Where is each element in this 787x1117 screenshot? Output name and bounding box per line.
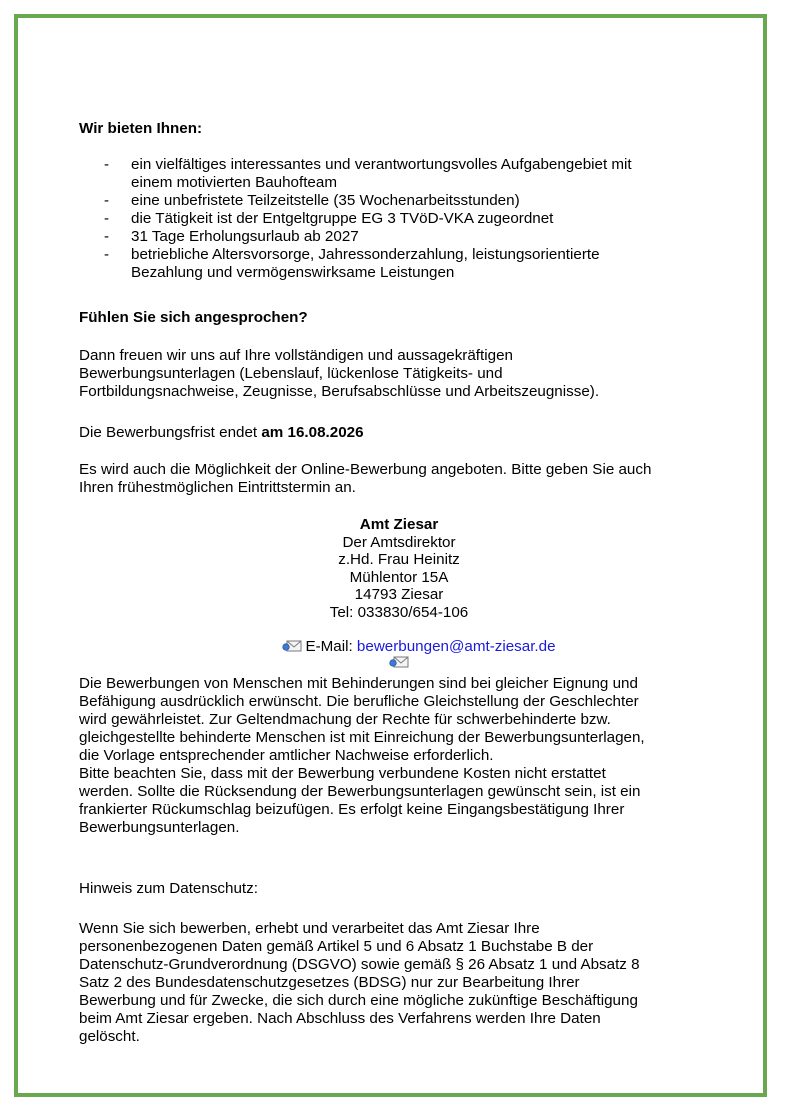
address-line: z.Hd. Frau Heinitz — [338, 551, 460, 568]
email-row — [219, 638, 619, 656]
address-org: Amt Ziesar — [359, 516, 439, 533]
appeal-heading: Fühlen Sie sich angesprochen? — [79, 309, 308, 326]
list-item: - betriebliche Altersvorsorge, Jahressonderzahlung, leistungsorientierte Bezahlung und vermögenswirksame Leistungen — [104, 246, 600, 281]
list-item: - 31 Tage Erholungsurlaub ab 2027 — [104, 228, 359, 245]
address-line: Der Amtsdirektor — [342, 533, 456, 551]
appeal-paragraph: Dann freuen wir uns auf Ihre vollständigen und aussagekräftigen Bewerbungsunterlagen (Lebenslauf, lückenlose Tätigkeits- und Fortbildungsnachweise, Zeugnisse, Berufsabschlüsse und Arbeitszeugnisse). — [79, 347, 600, 400]
deadline-text: Die Bewerbungsfrist endet am 16.08.2026 — [79, 424, 364, 441]
envelope-icon — [282, 640, 302, 652]
offer-list — [79, 156, 719, 282]
deadline-date: am 16.08.2026 — [261, 424, 364, 441]
privacy-paragraph: Wenn Sie sich bewerben, erhebt und verarbeitet das Amt Ziesar Ihre personenbezogenen Daten gemäß Artikel 5 und 6 Absatz 1 Buchstabe B der Datenschutz-Grundverordnung (DSGVO) sowie gemäß § 26 Absatz 1 und Absatz 8 Satz 2 des Bundesdatenschutzgesetzes (BDSG) nur zur Bearbeitung Ihrer Bewerbung und für Zwecke, die sich durch eine mögliche zukünftige Beschäftigung beim Amt Ziesar ergeben. Nach Abschluss des Verfahrens werden Ihre Daten gelöscht. — [79, 920, 640, 1045]
address-phone: Tel: 033830/654-106 — [329, 603, 469, 621]
address-line: 14793 Ziesar — [354, 586, 444, 603]
list-item: - eine unbefristete Teilzeitstelle (35 Wochenarbeitsstunden) — [104, 192, 520, 209]
online-paragraph: Es wird auch die Möglichkeit der Online-Bewerbung angeboten. Bitte geben Sie auch Ihren frühestmöglichen Eintrittstermin an. — [79, 461, 652, 496]
address-block — [219, 516, 579, 621]
offer-heading: Wir bieten Ihnen: — [79, 120, 203, 137]
address-line: Mühlentor 15A — [349, 568, 449, 586]
privacy-heading: Hinweis zum Datenschutz: — [79, 880, 258, 897]
envelope-icon — [389, 656, 409, 668]
email-label: E-Mail: — [305, 638, 357, 655]
list-item: - die Tätigkeit ist der Entgeltgruppe EG 3 TVöD-VKA zugeordnet — [104, 210, 554, 227]
email-link[interactable]: bewerbungen@amt-ziesar.de — [356, 638, 556, 655]
equality-paragraph: Die Bewerbungen von Menschen mit Behinderungen sind bei gleicher Eignung und Befähigung ausdrücklich erwünscht. Die berufliche Gleichstellung der Geschlechter wird gewährleistet. Zur Geltendmachung der Rechte für schwerbehinderte bzw. gleichgestellte behinderte Menschen ist mit Einreichung der Bewerbungsunterlagen, die Vorlage entsprechender amtlicher Nachweise erforderlich. Bitte beachten Sie, dass mit der Bewerbung verbundene Kosten nicht erstattet werden. Sollte die Rücksendung der Bewerbungsunterlagen gewünscht sein, ist ein frankierter Rückumschlag beizufügen. Es erfolgt keine Eingangsbestätigung Ihrer Bewerbungsunterlagen. — [79, 675, 645, 836]
list-item: - ein vielfältiges interessantes und verantwortungsvolles Aufgabengebiet mit einem motivierten Bauhofteam — [104, 156, 632, 191]
